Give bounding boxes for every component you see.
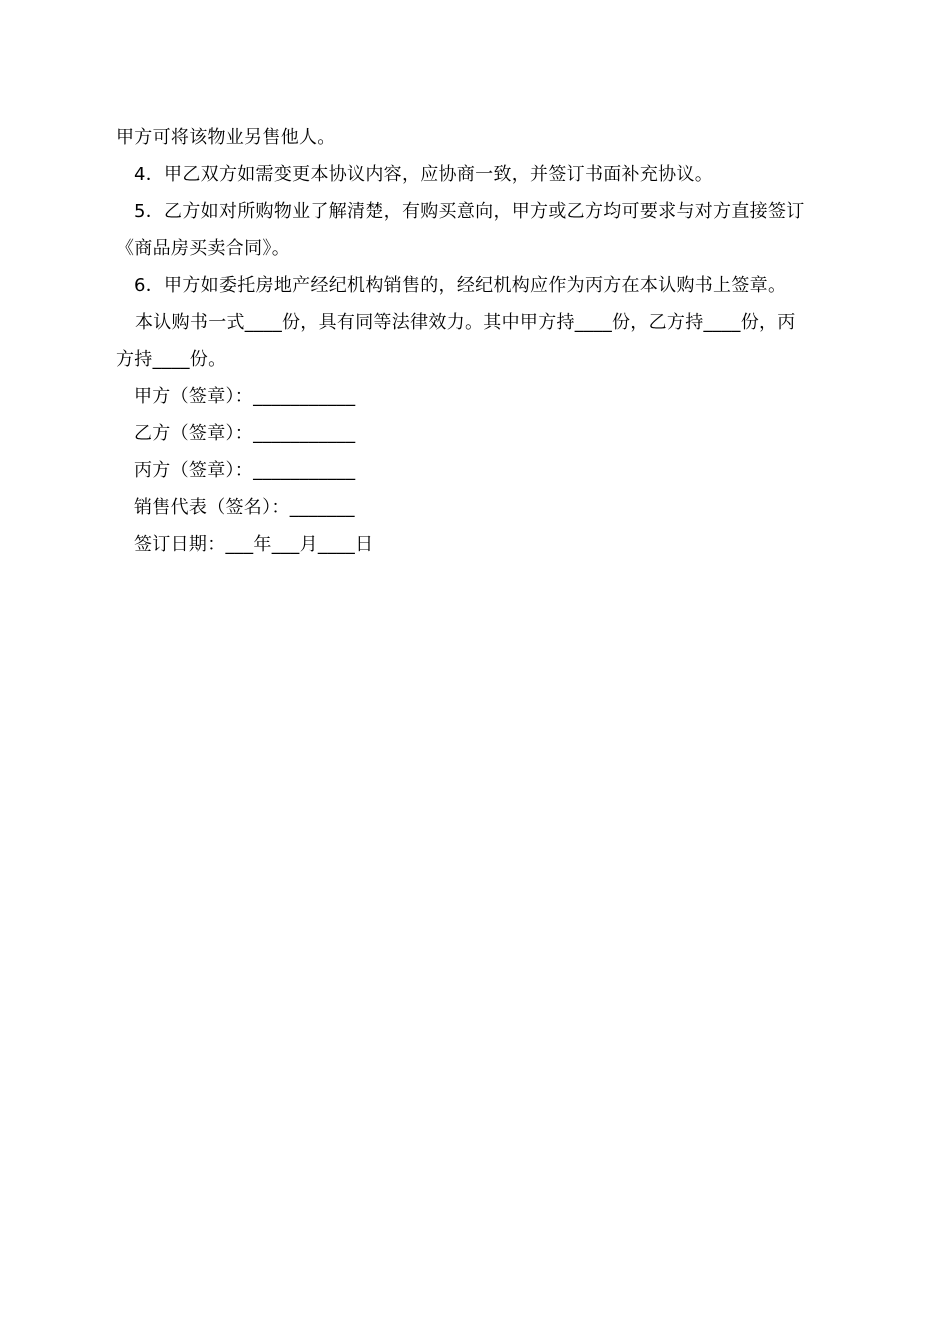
- document-body: [116, 119, 840, 563]
- clause-5-line-2: 《商品房买卖合同》。: [116, 238, 290, 259]
- signature-sales-rep: 销售代表（签名）：_______: [134, 497, 355, 518]
- clause-4: 4．甲乙双方如需变更本协议内容，应协商一致，并签订书面补充协议。: [134, 164, 714, 185]
- signing-date: 签订日期：___年___月____日: [134, 534, 374, 555]
- copies-statement-line-2: 方持____份。: [116, 349, 227, 370]
- copies-statement-line-1: 本认购书一式____份，具有同等法律效力。其中甲方持____份，乙方持____份，丙: [135, 312, 796, 333]
- clause-5-line-1: 5．乙方如对所购物业了解清楚，有购买意向，甲方或乙方均可要求与对方直接签订: [134, 201, 805, 222]
- signature-party-a: 甲方（签章）：___________: [134, 386, 356, 407]
- clause-6: 6．甲方如委托房地产经纪机构销售的，经纪机构应作为丙方在本认购书上签章。: [134, 275, 787, 296]
- signature-party-b: 乙方（签章）：___________: [134, 423, 356, 444]
- paragraph-line-1: 甲方可将该物业另售他人。: [116, 127, 336, 148]
- signature-party-c: 丙方（签章）：___________: [134, 460, 356, 481]
